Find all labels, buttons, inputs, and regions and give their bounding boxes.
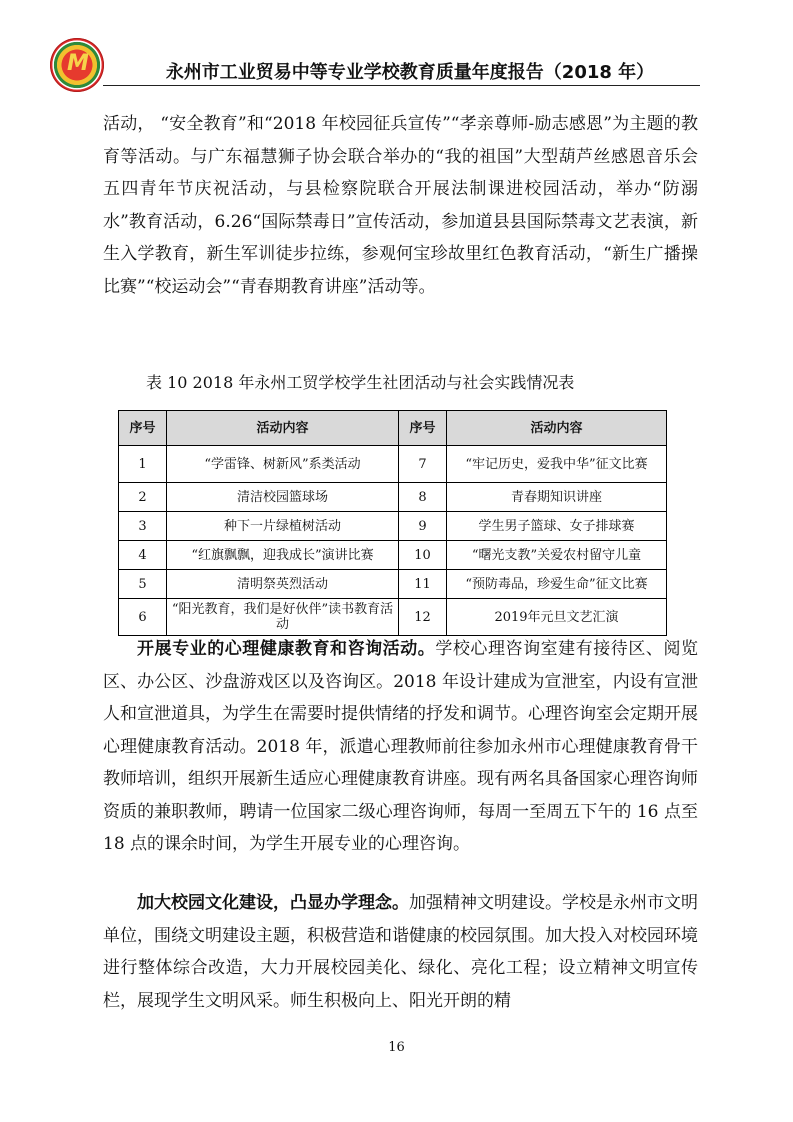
cell-seq: 6 bbox=[119, 599, 167, 636]
logo-mark: M bbox=[67, 51, 87, 76]
page-number: 16 bbox=[388, 1040, 405, 1055]
cell-seq: 5 bbox=[119, 570, 167, 599]
cell-activity: 2019年元旦文艺汇演 bbox=[447, 599, 667, 636]
cell-activity: 种下一片绿植树活动 bbox=[167, 512, 399, 541]
cell-activity: “红旗飘飘，迎我成长”演讲比赛 bbox=[167, 541, 399, 570]
table-row bbox=[119, 570, 667, 599]
paragraph-campus-culture bbox=[103, 887, 698, 1017]
cell-seq: 3 bbox=[119, 512, 167, 541]
cell-activity: “学雷锋、树新风”系类活动 bbox=[167, 446, 399, 483]
school-logo bbox=[50, 38, 104, 92]
cell-activity: 青春期知识讲座 bbox=[447, 483, 667, 512]
cell-seq: 8 bbox=[399, 483, 447, 512]
table-row bbox=[119, 483, 667, 512]
header-content-1: 活动内容 bbox=[167, 411, 399, 446]
paragraph-body-psychology: 学校心理咨询室建有接待区、阅览区、办公区、沙盘游戏区以及咨询区。2018 年设计建成为宣泄室，内设有宣泄人和宣泄道具，为学生在需要时提供情绪的抒发和调节。心理咨询室会定期开展心理健康教育活动。2018 年，派遣心理教师前往参加永州市心理健康教育骨干教师培训，组织开展新生适应心理健康教育讲座。现有两名具备国家心理咨询师资质的兼职教师，聘请一位国家二级心理咨询师，每周一至周五下午的 16 点至 18 点的课余时间，为学生开展专业的心理咨询。 bbox=[103, 639, 699, 854]
table-row bbox=[119, 446, 667, 483]
table-row bbox=[119, 599, 667, 636]
cell-activity: 清明祭英烈活动 bbox=[167, 570, 399, 599]
cell-seq: 1 bbox=[119, 446, 167, 483]
header-seq-2: 序号 bbox=[399, 411, 447, 446]
cell-seq: 10 bbox=[399, 541, 447, 570]
cell-activity: 清洁校园篮球场 bbox=[167, 483, 399, 512]
paragraph-activities: 活动， “安全教育”和“2018 年校园征兵宣传”“孝亲尊师-励志感恩”为主题的教育等活动。与广东福慧狮子协会联合举办的“我的祖国”大型葫芦丝感恩音乐会五四青年节庆祝活动，与县检察院联合开展法制课进校园活动，举办“防溺水”教育活动，6.26“国际禁毒日”宣传活动，参加道县县国际禁毒文艺表演，新生入学教育，新生军训徒步拉练，参观何宝珍故里红色教育活动，“新生广播操比赛”“校运动会”“青春期教育讲座”活动等。 bbox=[103, 114, 698, 297]
paragraph-psychology bbox=[103, 633, 698, 861]
page-header-title: 永州市工业贸易中等专业学校教育质量年度报告（2018 年） bbox=[165, 62, 655, 83]
paragraph-lead-campus-culture: 加大校园文化建设，凸显办学理念。 bbox=[137, 893, 409, 913]
table-header-row bbox=[119, 411, 667, 446]
cell-activity: 学生男子篮球、女子排球赛 bbox=[447, 512, 667, 541]
cell-seq: 11 bbox=[399, 570, 447, 599]
cell-seq: 12 bbox=[399, 599, 447, 636]
cell-activity: “牢记历史，爱我中华”征文比赛 bbox=[447, 446, 667, 483]
activities-table bbox=[118, 410, 667, 636]
table-caption: 表 10 2018 年永州工贸学校学生社团活动与社会实践情况表 bbox=[146, 373, 575, 392]
header-content-2: 活动内容 bbox=[447, 411, 667, 446]
paragraph-body-campus-culture: 加强精神文明建设。学校是永州市文明单位，围绕文明建设主题，积极营造和谐健康的校园氛围。加大投入对校园环境进行整体综合改造，大力开展校园美化、绿化、亮化工程；设立精神文明宣传栏，展现学生文明风采。师生积极向上、阳光开朗的精 bbox=[103, 893, 698, 1011]
header-seq-1: 序号 bbox=[119, 411, 167, 446]
cell-activity: “预防毒品，珍爱生命”征文比赛 bbox=[447, 570, 667, 599]
header-divider bbox=[103, 85, 700, 86]
table-row bbox=[119, 541, 667, 570]
cell-seq: 7 bbox=[399, 446, 447, 483]
table-row bbox=[119, 512, 667, 541]
cell-seq: 2 bbox=[119, 483, 167, 512]
cell-activity: “曙光支教”关爱农村留守儿童 bbox=[447, 541, 667, 570]
cell-seq: 4 bbox=[119, 541, 167, 570]
cell-seq: 9 bbox=[399, 512, 447, 541]
cell-activity: “阳光教育，我们是好伙伴”读书教育活动 bbox=[167, 599, 399, 636]
paragraph-lead-psychology: 开展专业的心理健康教育和咨询活动。 bbox=[137, 639, 436, 659]
